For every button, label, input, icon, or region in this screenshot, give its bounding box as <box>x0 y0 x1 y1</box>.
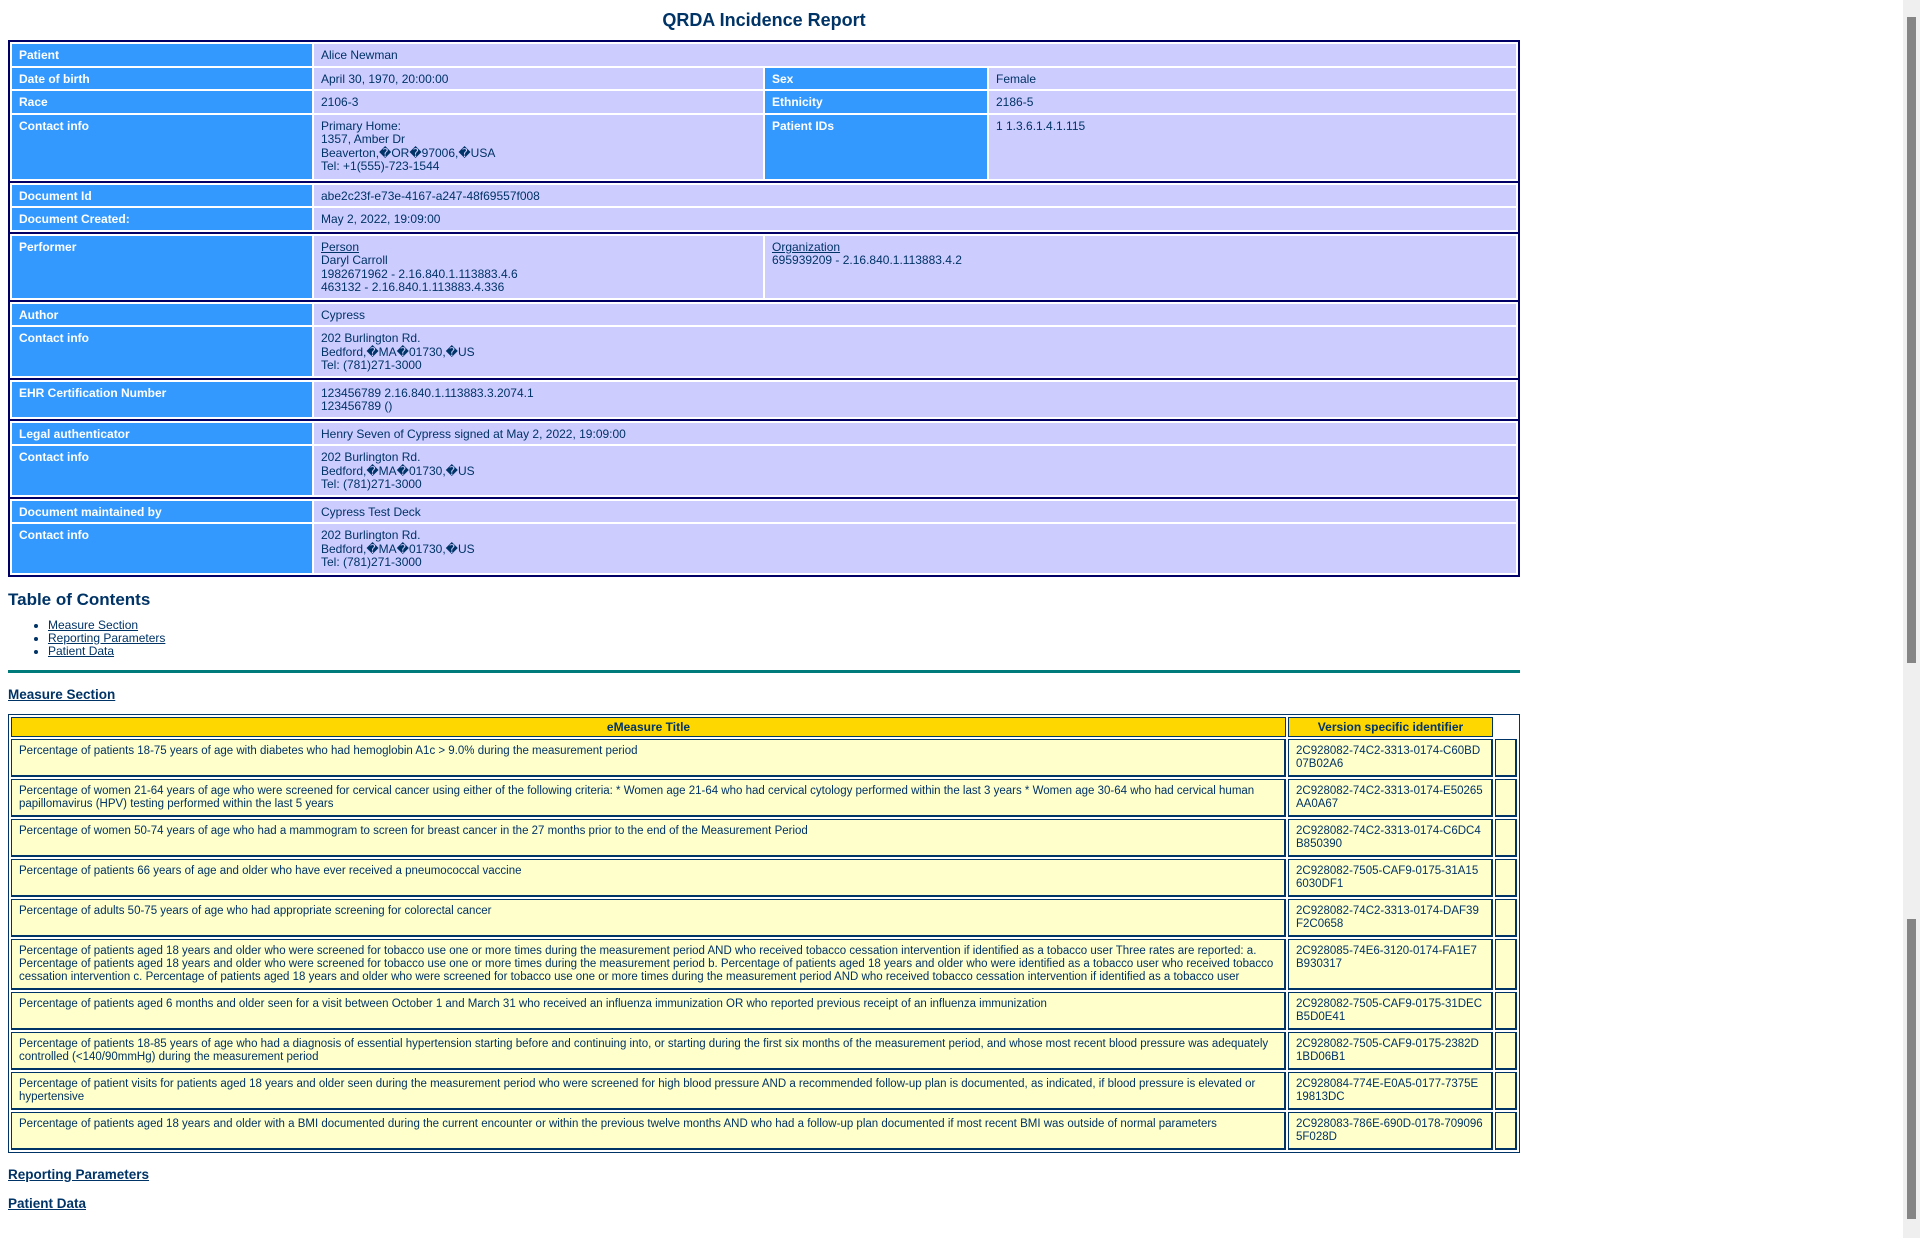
organization-line: 695939209 - 2.16.840.1.113883.4.2 <box>772 253 962 267</box>
performer-label: Performer <box>12 236 312 298</box>
measure-title: Percentage of patients aged 6 months and older seen for a visit between October 1 and March 31 who received an influenza immunization OR who reported previous receipt of an influenza immunization <box>11 992 1286 1030</box>
race-label: Race <box>12 91 312 113</box>
contact-line: Bedford,�MA�01730,�US <box>321 541 475 556</box>
measure-row <box>11 779 1517 817</box>
column-header-version: Version specific identifier <box>1288 717 1493 737</box>
measure-blank-cell <box>1495 1072 1517 1110</box>
measure-blank-cell <box>1495 899 1517 937</box>
maintained-table <box>8 497 1520 577</box>
contact-line: 202 Burlington Rd. <box>321 450 421 464</box>
contact-line: Tel: (781)271-3000 <box>321 358 422 372</box>
document-id-label: Document Id <box>12 185 312 207</box>
toc-link-patient-data[interactable]: Patient Data <box>48 643 115 658</box>
page-title: QRDA Incidence Report <box>662 10 866 30</box>
contact-line: 202 Burlington Rd. <box>321 331 421 345</box>
legal-value: Henry Seven of Cypress signed at May 2, 2022, 19:09:00 <box>314 423 1516 445</box>
toc-item <box>48 632 1520 645</box>
legal-contact <box>314 446 1516 495</box>
patient-name: Alice Newman <box>314 44 1516 66</box>
ehr-line: 123456789 () <box>321 399 393 413</box>
author-contact-label: Contact info <box>12 327 312 376</box>
column-header-blank <box>1495 717 1517 737</box>
person-link[interactable]: Person <box>321 239 360 254</box>
performer-organization <box>765 236 1516 298</box>
measure-blank-cell <box>1495 1032 1517 1070</box>
author-label: Author <box>12 304 312 326</box>
measure-version-id: 2C928083-786E-690D-0178-7090965F028D <box>1288 1112 1493 1150</box>
measure-row <box>11 992 1517 1030</box>
toc-heading: Table of Contents <box>8 589 151 609</box>
patient-table <box>8 40 1520 183</box>
document-created-label: Document Created: <box>12 208 312 230</box>
contact-line: Primary Home: <box>321 118 402 133</box>
toc-item <box>48 645 1520 658</box>
measure-version-id: 2C928082-74C2-3313-0174-C6DC4B850390 <box>1288 819 1493 857</box>
scrollbar-thumb[interactable] <box>1907 17 1916 663</box>
person-line: 1982671962 - 2.16.840.1.113883.4.6 <box>321 266 518 281</box>
column-header-title: eMeasure Title <box>11 717 1286 737</box>
dob-label: Date of birth <box>12 68 312 90</box>
contact-line: 1357, Amber Dr <box>321 132 406 146</box>
author-value: Cypress <box>314 304 1516 326</box>
author-table <box>8 300 1520 380</box>
measure-version-id: 2C928082-74C2-3313-0174-DAF39F2C0658 <box>1288 899 1493 937</box>
toc-list <box>8 619 1520 658</box>
measure-title: Percentage of patients aged 18 years and older with a BMI documented during the current encounter or within the previous twelve months AND who had a follow-up plan documented if most recent BMI was outside of normal parameters <box>11 1112 1286 1150</box>
patient-ids-label: Patient IDs <box>765 115 987 179</box>
maintained-value: Cypress Test Deck <box>314 501 1516 523</box>
author-contact <box>314 327 1516 376</box>
measure-section-heading[interactable]: Measure Section <box>8 686 116 702</box>
maintained-contact <box>314 524 1516 573</box>
legal-table <box>8 419 1520 499</box>
race-value: 2106-3 <box>314 91 763 113</box>
measure-row <box>11 739 1517 777</box>
measure-title: Percentage of adults 50-75 years of age who had appropriate screening for colorectal cancer <box>11 899 1286 937</box>
measure-title: Percentage of patients 18-85 years of age who had a diagnosis of essential hypertension starting before and continuing into, or starting during the first six months of the measurement period, and whose most recent blood pressure was adequately controlled (<140/90mmHg) during the measurement period <box>11 1032 1286 1070</box>
person-line: 463132 - 2.16.840.1.113883.4.336 <box>321 280 505 294</box>
measure-blank-cell <box>1495 992 1517 1030</box>
measure-title: Percentage of patients 66 years of age and older who have ever received a pneumococcal vaccine <box>11 859 1286 897</box>
patient-contact <box>314 115 763 179</box>
measure-blank-cell <box>1495 819 1517 857</box>
measure-version-id: 2C928082-7505-CAF9-0175-31DECB5D0E41 <box>1288 992 1493 1030</box>
sex-label: Sex <box>765 68 987 90</box>
ethnicity-label: Ethnicity <box>765 91 987 113</box>
measure-table <box>8 714 1520 1153</box>
organization-link[interactable]: Organization <box>772 239 841 254</box>
measure-row <box>11 939 1517 990</box>
legal-contact-label: Contact info <box>12 446 312 495</box>
measure-version-id: 2C928084-774E-E0A5-0177-7375E19813DC <box>1288 1072 1493 1110</box>
contact-line: Tel: (781)271-3000 <box>321 477 422 491</box>
ehr-table <box>8 378 1520 421</box>
measure-title: Percentage of women 50-74 years of age who had a mammogram to screen for breast cancer in the 27 months prior to the end of the Measurement Period <box>11 819 1286 857</box>
measure-blank-cell <box>1495 859 1517 897</box>
contact-line: Bedford,�MA�01730,�US <box>321 463 475 478</box>
measure-row <box>11 1112 1517 1150</box>
contact-label: Contact info <box>12 115 312 179</box>
patient-data-heading[interactable]: Patient Data <box>8 1195 87 1211</box>
ehr-label: EHR Certification Number <box>12 382 312 417</box>
section-divider <box>8 670 1520 673</box>
measure-version-id: 2C928082-7505-CAF9-0175-2382D1BD06B1 <box>1288 1032 1493 1070</box>
ehr-line: 123456789 2.16.840.1.113883.3.2074.1 <box>321 385 534 400</box>
document-id-value: abe2c23f-e73e-4167-a247-48f69557f008 <box>314 185 1516 207</box>
toc-link-measure-section[interactable]: Measure Section <box>48 617 139 632</box>
measure-version-id: 2C928082-74C2-3313-0174-E50265AA0A67 <box>1288 779 1493 817</box>
measure-row <box>11 899 1517 937</box>
patient-label: Patient <box>12 44 312 66</box>
dob-value: April 30, 1970, 20:00:00 <box>314 68 763 90</box>
measure-version-id: 2C928082-74C2-3313-0174-C60BD07B02A6 <box>1288 739 1493 777</box>
legal-label: Legal authenticator <box>12 423 312 445</box>
sex-value: Female <box>989 68 1516 90</box>
measure-blank-cell <box>1495 779 1517 817</box>
contact-line: Tel: (781)271-3000 <box>321 555 422 569</box>
contact-line: Beaverton,�OR�97006,�USA <box>321 145 496 160</box>
ethnicity-value: 2186-5 <box>989 91 1516 113</box>
performer-person <box>314 236 763 298</box>
ehr-value <box>314 382 1516 417</box>
measure-version-id: 2C928082-7505-CAF9-0175-31A156030DF1 <box>1288 859 1493 897</box>
measure-blank-cell <box>1495 739 1517 777</box>
patient-ids-value: 1 1.3.6.1.4.1.115 <box>989 115 1516 179</box>
maintained-contact-label: Contact info <box>12 524 312 573</box>
measure-version-id: 2C928085-74E6-3120-0174-FA1E7B930317 <box>1288 939 1493 990</box>
contact-line: 202 Burlington Rd. <box>321 528 421 542</box>
document-table <box>8 181 1520 234</box>
contact-line: Tel: +1(555)-723-1544 <box>321 159 440 173</box>
contact-line: Bedford,�MA�01730,�US <box>321 344 475 359</box>
performer-table <box>8 232 1520 302</box>
toc-link-reporting-parameters[interactable]: Reporting Parameters <box>48 630 166 645</box>
toc-item <box>48 619 1520 632</box>
measure-title: Percentage of patient visits for patients aged 18 years and older seen during the measurement period who were screened for high blood pressure AND a recommended follow-up plan is documented, as indicated, if blood pressure is elevated or hypertensive <box>11 1072 1286 1110</box>
vertical-scrollbar[interactable] <box>1903 0 1920 1238</box>
measure-title: Percentage of patients aged 18 years and older who were screened for tobacco use one or more times during the measurement period AND who received tobacco cessation intervention if identified as a tobacco user Three rates are reported: a. Percentage of patients aged 18 years and older who were screened for tobacco use one or more times during the measurement period b. Percentage of patients aged 18 years and older who were identified as a tobacco user who received tobacco cessation intervention c. Percentage of patients aged 18 years and older who were screened for tobacco use one or more times during the measurement period AND who received tobacco cessation intervention if identified as a tobacco user <box>11 939 1286 990</box>
scrollbar-thumb-secondary[interactable] <box>1907 919 1916 1219</box>
reporting-parameters-heading[interactable]: Reporting Parameters <box>8 1166 150 1182</box>
maintained-label: Document maintained by <box>12 501 312 523</box>
measure-blank-cell <box>1495 1112 1517 1150</box>
measure-title: Percentage of patients 18-75 years of age with diabetes who had hemoglobin A1c > 9.0% during the measurement period <box>11 739 1286 777</box>
measure-title: Percentage of women 21-64 years of age who were screened for cervical cancer using either of the following criteria: * Women age 21-64 who had cervical cytology performed within the last 3 years * Women age 30-64 who had cervical human papillomavirus (HPV) testing performed within the last 5 years <box>11 779 1286 817</box>
measure-row <box>11 859 1517 897</box>
measure-blank-cell <box>1495 939 1517 990</box>
document-created-value: May 2, 2022, 19:09:00 <box>314 208 1516 230</box>
measure-row <box>11 819 1517 857</box>
measure-row <box>11 1032 1517 1070</box>
person-line: Daryl Carroll <box>321 253 388 267</box>
report-page <box>8 0 1520 1211</box>
measure-row <box>11 1072 1517 1110</box>
